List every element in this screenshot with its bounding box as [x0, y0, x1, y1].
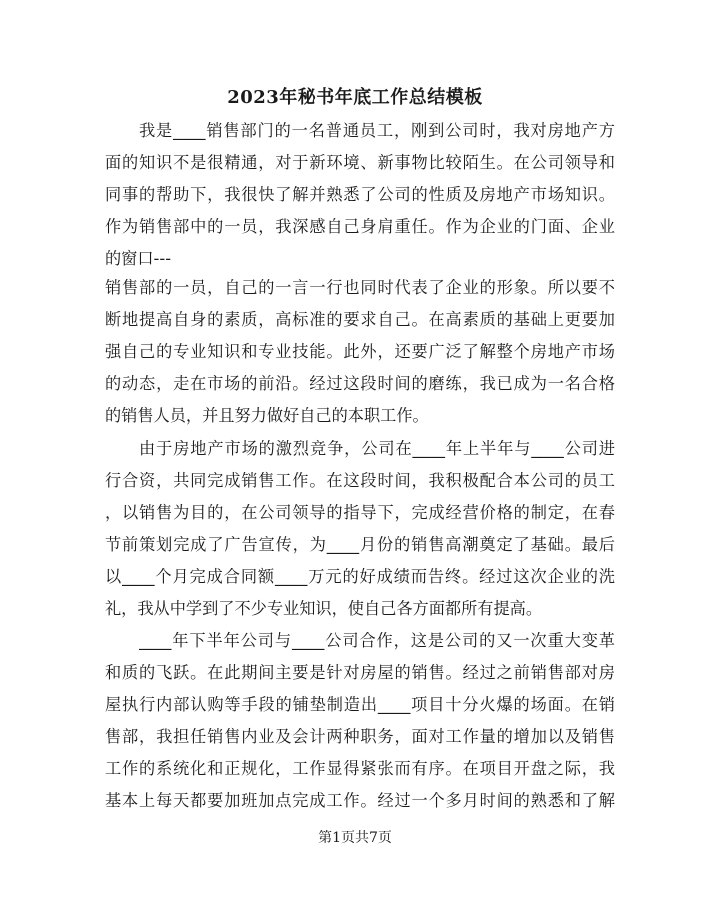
paragraph-line: 行合资，共同完成销售工作。在这段时间，我积极配合本公司的员工 [105, 471, 615, 490]
paragraph-line: 礼，我从中学到了不少专业知识，使自己各方面都所有提高。 [105, 599, 543, 618]
paragraph-line: 和质的飞跃。在此期间主要是针对房屋的销售。经过之前销售部对房 [105, 663, 615, 682]
paragraph-line: 售部，我担任销售内业及会计两种职务，面对工作量的增加以及销售 [105, 727, 615, 746]
paragraph-line: ____年下半年公司与____公司合作，这是公司的又一次重大变革 [139, 631, 615, 650]
paragraph-line: 工作的系统化和正规化，工作显得紧张而有序。在项目开盘之际，我 [105, 759, 615, 778]
paragraph-line: 我是____销售部门的一名普通员工，刚到公司时，我对房地产方 [139, 121, 615, 140]
page-number: 第1页共7页 [318, 830, 392, 846]
paragraph-line: 作为销售部中的一员，我深感自己身肩重任。作为企业的门面、企业 [105, 217, 615, 236]
document-title: 2023年秘书年底工作总结模板 [227, 87, 483, 108]
paragraph-line: ，以销售为目的，在公司领导的指导下，完成经营价格的制定，在春 [105, 503, 615, 522]
paragraph-line: 同事的帮助下，我很快了解并熟悉了公司的性质及房地产市场知识。 [105, 185, 615, 204]
paragraph-line: 断地提高自身的素质，高标准的要求自己。在高素质的基础上更要加 [105, 310, 615, 329]
paragraph-line: 屋执行内部认购等手段的铺垫制造出____项目十分火爆的场面。在销 [105, 695, 615, 714]
paragraph-line: 以____个月完成合同额____万元的好成绩而告终。经过这次企业的洗 [105, 567, 615, 586]
paragraph-line: 面的知识不是很精通，对于新环境、新事物比较陌生。在公司领导和 [105, 153, 615, 172]
paragraph-line: 销售部的一员，自己的一言一行也同时代表了企业的形象。所以要不 [105, 278, 615, 297]
paragraph-line: 由于房地产市场的激烈竞争，公司在____年上半年与____公司进 [139, 439, 615, 458]
paragraph-line: 的窗口--- [105, 249, 172, 268]
paragraph-line: 强自己的专业知识和专业技能。此外，还要广泛了解整个房地产市场 [105, 342, 615, 361]
paragraph-line: 节前策划完成了广告宣传，为____月份的销售高潮奠定了基础。最后 [105, 535, 615, 554]
paragraph-line: 基本上每天都要加班加点完成工作。经过一个多月时间的熟悉和了解 [105, 791, 615, 810]
paragraph-line: 的动态，走在市场的前沿。经过这段时间的磨练，我已成为一名合格 [105, 374, 615, 393]
paragraph-line: 的销售人员，并且努力做好自己的本职工作。 [105, 406, 429, 425]
